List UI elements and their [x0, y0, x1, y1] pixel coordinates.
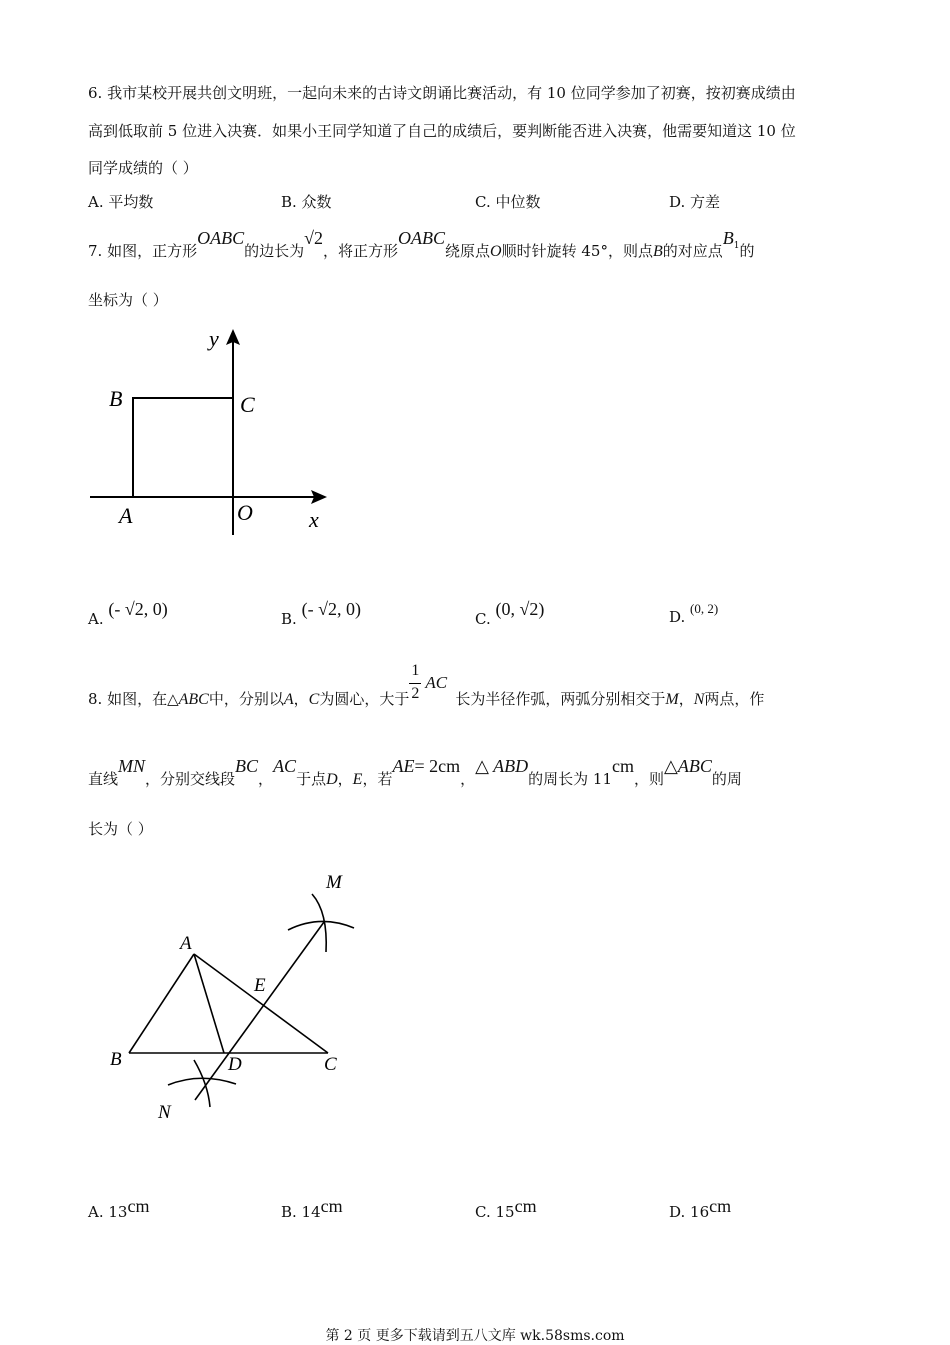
q8-option-c-label: C. 15	[475, 1203, 515, 1221]
q8-point-e: E	[352, 771, 363, 788]
q7-text-d: 绕原点	[445, 242, 491, 260]
q8-bc: BC	[235, 756, 259, 776]
label-n: N	[158, 1102, 171, 1123]
label-b: B	[109, 386, 123, 411]
q7-point-b1-sub: 1	[733, 241, 740, 251]
q7-text-b: 的边长为	[244, 242, 305, 260]
q8-triangle-abc: △ABC	[664, 756, 712, 776]
q8-ac: AC	[425, 673, 448, 692]
q7-line-1	[88, 228, 755, 261]
label-e: E	[254, 975, 266, 996]
label-b: B	[110, 1049, 122, 1070]
q8-text-d: 长为半径作弧，两弧分别相交于	[455, 690, 666, 708]
label-a: A	[119, 503, 133, 528]
label-o: O	[237, 500, 253, 525]
q7-oabc-1: OABC	[197, 228, 245, 248]
q7-text-c: ，将正方形	[323, 242, 399, 260]
q8-ae-value: = 2cm	[414, 756, 461, 776]
q8-line-2	[88, 756, 742, 789]
q8-comma-1: ，	[293, 690, 309, 708]
q8-l2-a: 直线	[88, 770, 119, 788]
q8-line-1	[88, 662, 765, 720]
q8-cm: cm	[612, 756, 635, 776]
q7-option-d	[669, 601, 719, 626]
q8-text-b: 中，分别以	[208, 690, 284, 708]
label-a: A	[180, 933, 192, 954]
label-c: C	[324, 1054, 337, 1075]
q8-frac-bar	[409, 683, 421, 684]
q8-option-a-label: A. 13	[88, 1203, 128, 1221]
q8-point-m: M	[665, 691, 679, 708]
q8-text-a: 8. 如图，在△	[88, 690, 179, 708]
q8-l2-f: ，若	[362, 770, 393, 788]
q8-l2-g: ，	[460, 770, 476, 788]
q8-line-3: 长为（ ）	[88, 820, 153, 838]
square-oabc	[133, 398, 233, 497]
q7-option-b-value: (- √2, 0)	[301, 599, 361, 619]
q8-point-n: N	[693, 691, 705, 708]
q8-comma-2: ，	[678, 690, 694, 708]
q8-frac-den: 2	[411, 685, 420, 702]
q6-option-b: B. 众数	[281, 193, 332, 211]
label-m: M	[326, 872, 342, 893]
q6-option-a: A. 平均数	[88, 193, 154, 211]
q7-option-a-label: A.	[88, 610, 104, 628]
q7-option-a-value: (- √2, 0)	[108, 599, 168, 619]
q8-option-d-label: D. 16	[669, 1203, 710, 1221]
q8-option-d-unit: cm	[709, 1196, 732, 1216]
q7-text-g: 的	[739, 242, 755, 260]
q6-line-3: 同学成绩的（ ）	[88, 159, 198, 177]
q8-text-e: 两点，作	[704, 690, 765, 708]
q7-sqrt2: √2	[304, 228, 323, 248]
q8-option-c-unit: cm	[514, 1196, 537, 1216]
q8-option-b-unit: cm	[320, 1196, 343, 1216]
q8-point-a: A	[283, 691, 294, 708]
q7-text-f: 的对应点	[662, 242, 723, 260]
q8-l2-i: ，则	[634, 770, 665, 788]
q6-line-2: 高到低取前 5 位进入决赛．如果小王同学知道了自己的成绩后，要判断能否进入决赛，他需要知道这 10 位	[88, 122, 796, 140]
q8-l2-c: ，	[258, 770, 274, 788]
q8-option-a-unit: cm	[127, 1196, 150, 1216]
q8-frac-num: 1	[411, 662, 420, 679]
q7-text-a: 7. 如图，正方形	[88, 242, 198, 260]
q8-option-c	[475, 1196, 537, 1222]
q7-option-a	[88, 599, 168, 629]
q8-text-c: 为圆心，大于	[319, 690, 410, 708]
segment-ac	[194, 954, 328, 1053]
q8-ac-2: AC	[273, 756, 297, 776]
q8-abc: ABC	[178, 691, 209, 708]
segment-ab	[129, 954, 194, 1053]
q7-oabc-2: OABC	[398, 228, 446, 248]
q8-l2-h: 的周长为 11	[528, 770, 613, 788]
q7-point-b1: B	[722, 228, 734, 248]
q7-option-c-label: C.	[475, 610, 491, 628]
label-y: y	[209, 326, 219, 351]
q7-option-d-value: (0, 2)	[690, 601, 719, 616]
q7-option-c-value: (0, √2)	[495, 599, 545, 619]
q8-l2-d: 于点	[296, 770, 327, 788]
q7-figure	[85, 320, 345, 545]
q8-l2-j: 的周	[711, 770, 742, 788]
q8-option-d	[669, 1196, 732, 1222]
label-x: x	[309, 507, 319, 532]
q8-fraction	[409, 662, 455, 708]
q7-option-c	[475, 599, 545, 629]
q8-option-b-label: B. 14	[281, 1203, 321, 1221]
q8-figure	[100, 862, 370, 1130]
segment-ad	[194, 954, 224, 1053]
arc-n-1	[168, 1078, 236, 1085]
label-d: D	[228, 1054, 242, 1075]
q8-l2-b: ，分别交线段	[145, 770, 236, 788]
q6-option-c: C. 中位数	[475, 193, 541, 211]
q6-option-d: D. 方差	[669, 193, 721, 211]
q7-option-b-label: B.	[281, 610, 297, 628]
q8-l2-e: ，	[337, 770, 353, 788]
q8-ae: AE	[392, 756, 415, 776]
q8-option-b	[281, 1196, 343, 1222]
q7-point-b: B	[652, 243, 663, 260]
line-mn	[195, 922, 324, 1100]
label-c: C	[240, 392, 255, 417]
q8-point-c: C	[308, 691, 320, 708]
q7-text-e: 顺时针旋转 45°，则点	[501, 242, 653, 260]
q8-triangle-abd: △ ABD	[475, 756, 529, 776]
page-footer: 第 2 页 更多下载请到五八文库 wk.58sms.com	[325, 1328, 625, 1344]
q8-mn: MN	[118, 756, 146, 776]
q7-line-2: 坐标为（ ）	[88, 291, 168, 309]
q8-point-d: D	[326, 771, 338, 788]
q7-option-b	[281, 599, 361, 629]
q7-option-d-label: D.	[669, 608, 686, 626]
q7-point-o: O	[490, 243, 502, 260]
q6-line-1: 6. 我市某校开展共创文明班，一起向未来的古诗文朗诵比赛活动，有 10 位同学参加了初赛，按初赛成绩由	[88, 84, 796, 102]
arc-m-2	[312, 894, 326, 952]
q8-option-a	[88, 1196, 150, 1222]
